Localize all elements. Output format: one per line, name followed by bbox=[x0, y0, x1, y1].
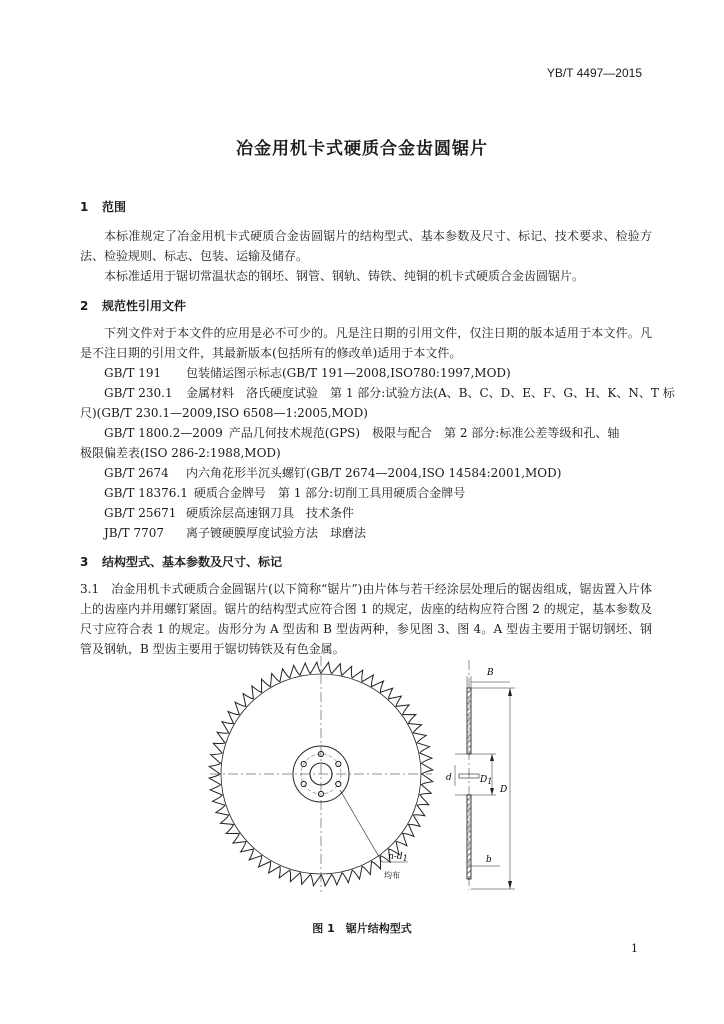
clause-number: 3.1 bbox=[80, 582, 100, 596]
reference-code: GB/T 18376.1 bbox=[104, 486, 188, 500]
uniform-label: 均布 bbox=[384, 871, 400, 880]
arrowhead bbox=[490, 788, 494, 795]
reference-continuation: 尺)(GB/T 230.1—2009,ISO 6508—1:2005,MOD) bbox=[80, 406, 368, 420]
section-number: 1 bbox=[80, 200, 89, 214]
leader-line bbox=[340, 790, 382, 862]
reference-code: GB/T 2674 bbox=[104, 466, 169, 480]
section-2-intro: 下列文件对于本文件的应用是必不可少的。凡是注日期的引用文件，仅注日期的版本适用于本文件。凡是不注日期的引用文件，其最新版本(包括所有的修改单)适用于本文件。 bbox=[80, 326, 652, 360]
reference-text: 硬质涂层高速钢刀具 技术条件 bbox=[186, 506, 355, 520]
reference-code: GB/T 191 bbox=[104, 366, 162, 380]
reference-code: JB/T 7707 bbox=[104, 526, 165, 540]
page-title: 冶金用机卡式硬质合金齿圆锯片 bbox=[236, 139, 488, 159]
clause-text: 冶金用机卡式硬质合金圆锯片(以下简称“锯片”)由片体与若干经涂层处理后的锯齿组成，锯齿置入片体上的齿座内并用螺钉紧固。锯片的结构型式应符合图 1 的规定，齿座的结构应符合图 2 的规定，基本参数及尺寸应符合表 1 的规定。齿形分为 A 型齿和 B 型齿两种，参见图 3、图 4。A 型齿主要用于锯切钢坯、钢管及钢轨，B 型齿主要用于锯切铸铁及有色金属。 bbox=[80, 582, 652, 656]
section-number: 2 bbox=[80, 299, 89, 313]
arrowhead bbox=[508, 881, 512, 889]
dim-label-d: d bbox=[446, 773, 452, 783]
section-1-para-1: 本标准规定了冶金用机卡式硬质合金齿圆锯片的结构型式、基本参数及尺寸、标记、技术要求、检验方法、检验规则、标志、包装、运输及储存。 bbox=[80, 229, 652, 263]
dim-label-b: b bbox=[486, 855, 492, 865]
reference-code: GB/T 230.1 bbox=[104, 386, 173, 400]
section-1-para-2: 本标准适用于锯切常温状态的钢坯、钢管、钢轨、铸铁、纯铜的机卡式硬质合金齿圆锯片。 bbox=[104, 269, 585, 283]
section-title: 范围 bbox=[102, 200, 127, 214]
section-number: 3 bbox=[80, 555, 89, 569]
reference-code: GB/T 25671 bbox=[104, 506, 177, 520]
reference-text: 包装储运图示标志(GB/T 191—2008,ISO780:1997,MOD) bbox=[186, 366, 511, 380]
section-title: 规范性引用文件 bbox=[102, 299, 187, 313]
reference-continuation: 极限偏差表(ISO 286-2:1988,MOD) bbox=[80, 446, 281, 460]
page-number: 1 bbox=[631, 942, 638, 955]
reference-text: 金属材料 洛氏硬度试验 第 1 部分:试验方法(A、B、C、D、E、F、G、H、K、N、T 标 bbox=[186, 386, 675, 400]
dim-label-D: D bbox=[500, 785, 508, 795]
section-title: 结构型式、基本参数及尺寸、标记 bbox=[102, 555, 283, 569]
bolt-hole bbox=[336, 781, 341, 786]
arrowhead bbox=[490, 754, 494, 761]
dim-label-D1: D1 bbox=[480, 775, 493, 786]
bolt-hole-label: n-d1 bbox=[388, 852, 408, 863]
figure-caption: 图 1 锯片结构型式 bbox=[312, 922, 412, 935]
reference-code: GB/T 1800.2—2009 bbox=[104, 426, 223, 440]
standard-code: YB/T 4497—2015 bbox=[546, 66, 642, 80]
arrowhead bbox=[508, 688, 512, 696]
reference-text: 产品几何技术规范(GPS) 极限与配合 第 2 部分:标准公差等级和孔、轴 bbox=[228, 426, 620, 440]
reference-text: 硬质合金牌号 第 1 部分:切削工具用硬质合金牌号 bbox=[193, 486, 466, 500]
dim-label-B: B bbox=[487, 668, 494, 678]
reference-text: 离子镀硬膜厚度试验方法 球磨法 bbox=[186, 526, 367, 540]
reference-text: 内六角花形半沉头螺钉(GB/T 2674—2004,ISO 14584:2001,MOD) bbox=[186, 466, 562, 480]
